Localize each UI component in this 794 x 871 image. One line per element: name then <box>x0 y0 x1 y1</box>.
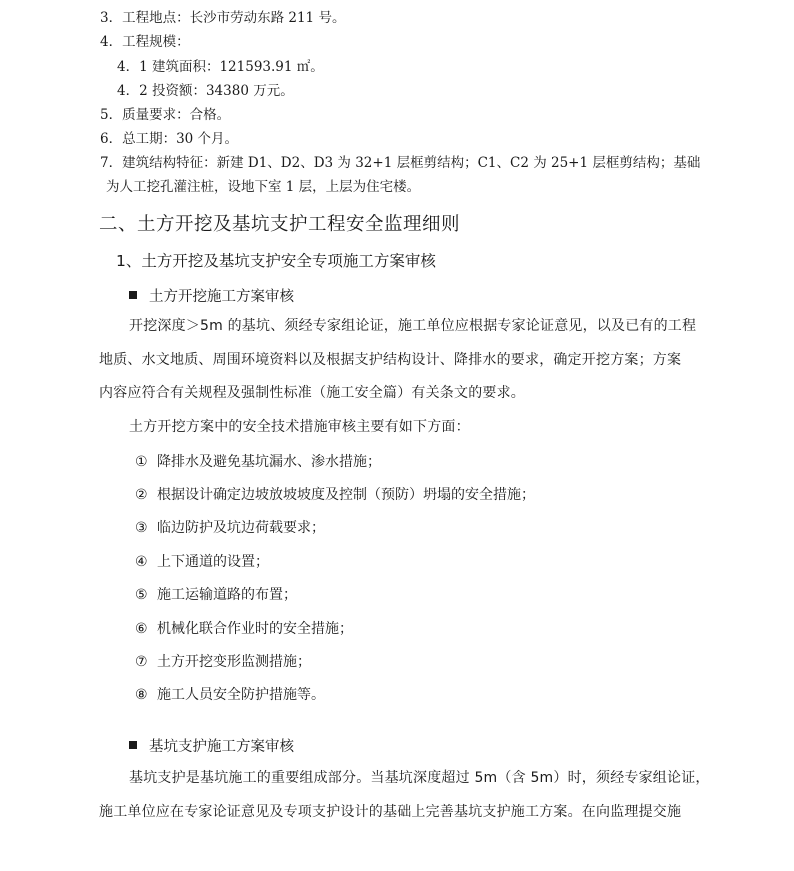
list-item <box>135 484 535 504</box>
pit-support-para-line2: 施工单位应在专家论证意见及专项支护设计的基础上完善基坑支护施工方案。在向监理提交施 <box>99 804 682 820</box>
structure-feature-line1: 7．建筑结构特征：新建 D1、D2、D3 为 32+1 层框剪结构；C1、C2 为 25+1 层框剪结构；基础 <box>100 155 701 171</box>
list-item-text: 临边防护及坑边荷载要求； <box>157 520 325 536</box>
list-item-number: ④ <box>135 554 148 570</box>
list-item-number: ⑧ <box>135 687 148 703</box>
list-item <box>135 684 325 704</box>
list-item-text: 上下通道的设置； <box>157 554 269 570</box>
list-item-number: ⑤ <box>135 587 148 603</box>
list-item <box>135 584 297 604</box>
quality-requirement: 5．质量要求：合格。 <box>100 107 231 123</box>
list-item-text: 施工运输道路的布置； <box>157 587 297 603</box>
earthwork-para1-line1: 开挖深度＞5m 的基坑、须经专家组论证，施工单位应根据专家论证意见，以及已有的工程 <box>129 318 697 334</box>
structure-feature-line2: 为人工挖孔灌注桩，设地下室 1 层，上层为住宅楼。 <box>106 179 421 195</box>
earthwork-para2: 土方开挖方案中的安全技术措施审核主要有如下方面： <box>129 419 470 435</box>
list-item-number: ⑦ <box>135 654 148 670</box>
earthwork-heading <box>129 285 294 306</box>
investment-amount: 4．2 投资额：34380 万元。 <box>117 83 294 99</box>
list-item <box>135 451 381 471</box>
pit-support-heading <box>129 735 294 756</box>
subsection-title: 1、土方开挖及基坑支护安全专项施工方案审核 <box>116 252 436 270</box>
project-location: 3．工程地点：长沙市劳动东路 211 号。 <box>100 10 346 26</box>
section-title: 二、土方开挖及基坑支护工程安全监理细则 <box>99 214 461 235</box>
project-scale: 4．工程规模： <box>100 34 190 50</box>
building-area: 4．1 建筑面积：121593.91 ㎡。 <box>117 59 324 75</box>
list-item-text: 降排水及避免基坑漏水、渗水措施； <box>157 454 381 470</box>
list-item <box>135 618 353 638</box>
earthwork-heading-text: 土方开挖施工方案审核 <box>149 289 294 305</box>
list-item <box>135 651 311 671</box>
list-item <box>135 551 269 571</box>
square-bullet-icon <box>129 741 137 749</box>
earthwork-para1-line3: 内容应符合有关规程及强制性标准（施工安全篇）有关条文的要求。 <box>99 385 525 401</box>
list-item <box>135 517 325 537</box>
list-item-number: ① <box>135 454 148 470</box>
list-item-text: 施工人员安全防护措施等。 <box>157 687 325 703</box>
list-item-number: ③ <box>135 520 148 536</box>
list-item-text: 根据设计确定边坡放坡坡度及控制（预防）坍塌的安全措施； <box>157 487 535 503</box>
pit-support-para-line1: 基坑支护是基坑施工的重要组成部分。当基坑深度超过 5m（含 5m）时，须经专家组论证， <box>129 770 710 786</box>
list-item-text: 土方开挖变形监测措施； <box>157 654 311 670</box>
earthwork-para1-line2: 地质、水文地质、周围环境资料以及根据支护结构设计、降排水的要求，确定开挖方案；方案 <box>99 352 682 368</box>
list-item-number: ② <box>135 487 148 503</box>
total-duration: 6．总工期：30 个月。 <box>100 131 239 147</box>
list-item-text: 机械化联合作业时的安全措施； <box>157 621 353 637</box>
pit-support-heading-text: 基坑支护施工方案审核 <box>149 739 294 755</box>
list-item-number: ⑥ <box>135 621 148 637</box>
square-bullet-icon <box>129 291 137 299</box>
